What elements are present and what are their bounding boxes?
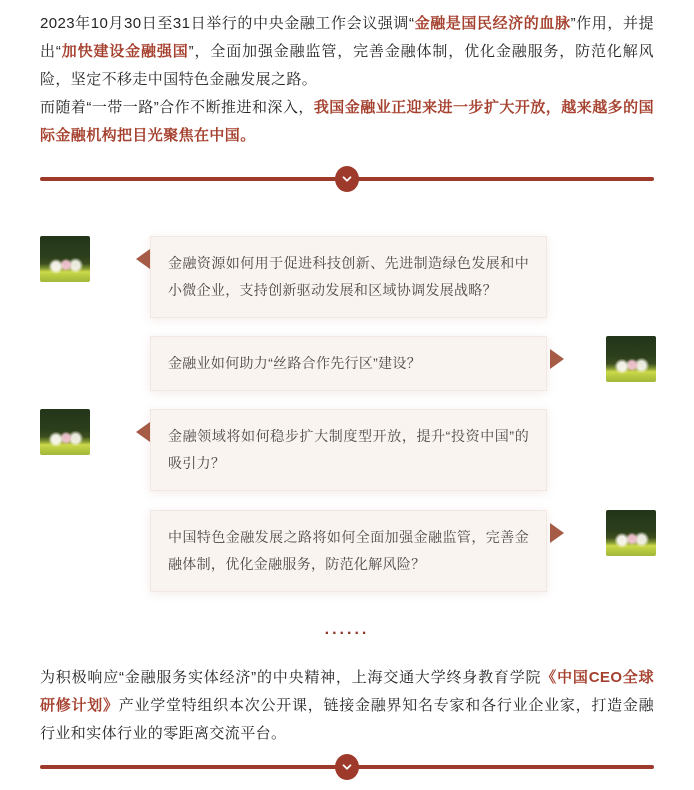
section-divider-bottom [40,754,654,780]
question-text: 金融业如何助力“丝路合作先行区”建设？ [168,355,422,371]
intro-paragraph-2: 而随着“一带一路”合作不断推进和深入，我国金融业正迎来进一步扩大开放，越来越多的国际金融机构把目光聚焦在中国。 [40,99,654,144]
intro-section [40,10,654,150]
question-box [150,510,547,592]
arrow-right-icon [550,349,564,369]
arrow-left-icon [136,249,150,269]
question-box [150,336,547,391]
park-photo [606,510,656,556]
question-box [150,236,547,318]
section-divider-top [40,166,654,192]
intro-paragraph-1: 2023年10月30日至31日举行的中央金融工作会议强调“金融是国民经济的血脉”作用，并提出“加快建设金融强国”，全面加强金融监管，完善金融体制，优化金融服务，防范化解风险，坚定不移走中国特色金融发展之路。 [40,15,655,88]
arrow-right-icon [550,523,564,543]
park-photo [40,236,90,282]
question-row [40,510,654,592]
question-box [150,409,547,491]
questions-section [40,236,654,642]
chevron-down-icon [335,166,359,192]
chevron-down-icon [335,754,359,780]
park-photo [40,409,90,455]
outro-paragraph-1: 为积极响应“金融服务实体经济”的中央精神，上海交通大学终身教育学院《中国CEO全球研修计划》产业学堂特组织本次公开课，链接金融界知名专家和各行业企业家，打造金融行业和实体行业的零距离交流平台。 [40,669,654,742]
arrow-left-icon [136,422,150,442]
park-photo [606,336,656,382]
ellipsis-text: ...... [324,621,370,638]
question-row [40,236,654,318]
outro-section [40,664,654,748]
question-text: 金融资源如何用于促进科技创新、先进制造绿色发展和中小微企业，支持创新驱动发展和区域协调发展战略？ [168,255,529,298]
question-text: 金融领域将如何稳步扩大制度型开放，提升“投资中国”的吸引力？ [168,428,529,471]
question-text: 中国特色金融发展之路将如何全面加强金融监管，完善金融体制，优化金融服务，防范化解风险？ [168,529,529,572]
question-row [40,409,654,491]
question-row [40,336,654,391]
